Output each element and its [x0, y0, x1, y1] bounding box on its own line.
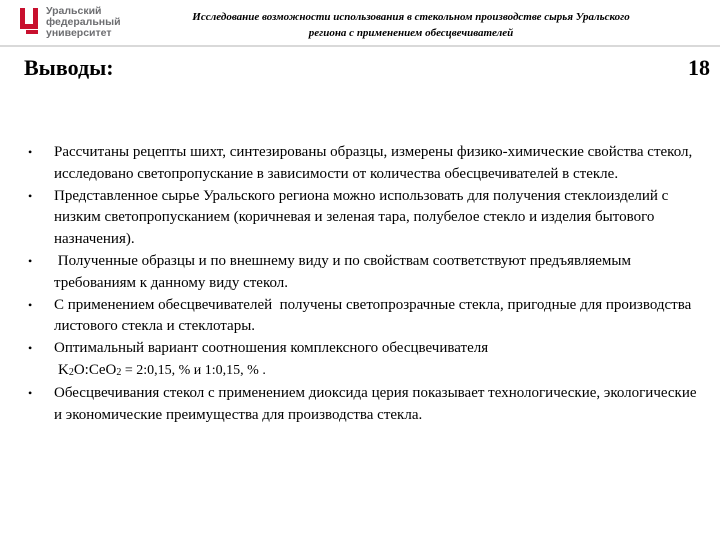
logo-line-1: Уральский	[46, 5, 102, 17]
decolorizer-ratio-formula	[54, 360, 708, 383]
list-item-text: Представленное сырье Уральского региона можно использовать для получения стеклоизделий с низким светопропусканием (коричневая и зеленая тара, полубелое стекло и изделия бытового назначения).	[54, 187, 669, 248]
formula-ratio: = 2:0,15, % и 1:0,15, % .	[121, 362, 266, 378]
list-item	[28, 338, 708, 383]
logo-line-3: университет	[46, 27, 112, 39]
bullet-icon: •	[28, 188, 33, 203]
bullet-icon: •	[28, 385, 33, 400]
slide-title: Выводы:	[24, 55, 114, 80]
formula-ce-subscript: 2	[116, 366, 122, 378]
urfu-logo-mark-icon	[20, 8, 42, 38]
bullet-icon: •	[28, 341, 33, 356]
list-item	[28, 383, 708, 427]
list-item	[28, 186, 708, 251]
list-item	[28, 251, 708, 295]
list-item-text: Обесцвечивания стекол с применением диоксида церия показывает технологические, экологические и экономические преимущества для производства стекла.	[54, 384, 697, 423]
header-divider	[0, 45, 720, 47]
bullet-icon: •	[28, 253, 33, 268]
formula-k-subscript: 2	[68, 366, 74, 378]
presentation-header-title	[118, 9, 704, 41]
conclusions-list	[28, 142, 708, 426]
list-item-text: Рассчитаны рецепты шихт, синтезированы образцы, измерены физико-химические свойства стекол, исследовано светопропускание в зависимости от количества обесцвечивателей в стекле.	[54, 144, 693, 182]
list-item	[28, 142, 708, 186]
logo-line-2: федеральный	[46, 16, 121, 28]
header-title-line-2: региона с применением обесцвечивателей	[308, 27, 514, 39]
formula-o-ce: O:CeO	[73, 361, 117, 378]
bullet-icon: •	[28, 297, 33, 312]
university-logo	[20, 6, 130, 42]
list-item-text: С применением обесцвечивателей получены светопрозрачные стекла, пригодные для производства листового стекла и стеклотары.	[54, 296, 696, 335]
formula-k: K	[58, 361, 69, 378]
list-item	[28, 295, 708, 339]
bullet-icon: •	[28, 145, 33, 159]
list-item-text: Полученные образцы и по внешнему виду и по свойствам соответствуют предъявляемым требованиям к данному виду стекол.	[54, 252, 635, 291]
logo-text	[46, 6, 121, 39]
list-item-text: Оптимальный вариант соотношения комплексного обесцвечивателя	[54, 340, 489, 357]
slide-number: 18	[688, 55, 710, 80]
header-title-line-1: Исследование возможности использования в стекольном производстве сырья Уральского	[192, 11, 630, 23]
